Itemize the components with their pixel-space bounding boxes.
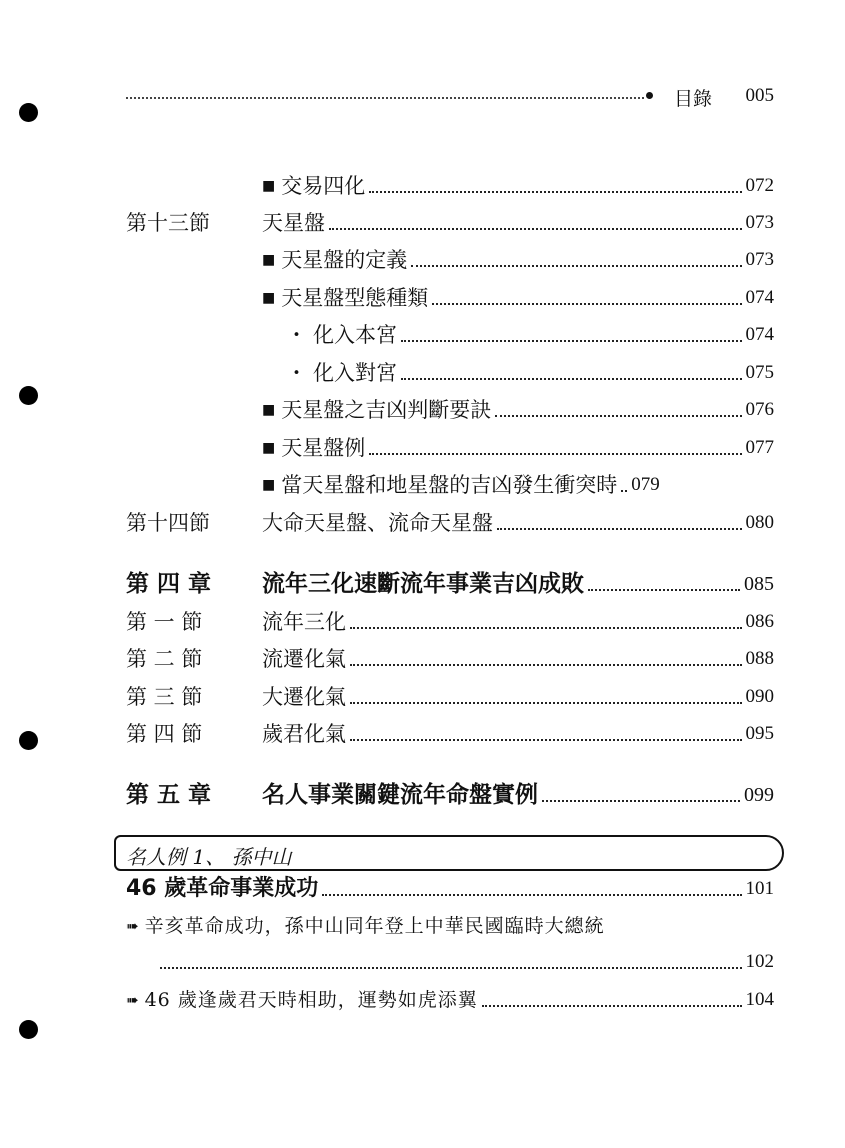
toc-title: 流遷化氣 [262,647,346,671]
toc-page: 090 [745,686,774,707]
example-heading: 名人例 1、 孫中山 [126,845,292,869]
chapter-label: 第 五 章 [126,781,212,808]
middle-dot-icon: ・ [286,361,307,385]
chapter-title: 流年三化速斷流年事業吉凶成敗 [262,570,584,597]
toc-page: 095 [745,723,774,744]
toc-label: 第十四節 [126,511,210,535]
dot-leader [401,378,742,380]
dot-leader [621,490,627,492]
header-dotted-rule [126,97,644,99]
running-header [126,84,774,110]
example-sub-entry-continuation [126,944,774,976]
chapter-title: 名人事業關鍵流年命盤實例 [262,781,538,808]
sub-entry-title: 46 歲逢歲君天時相助，運勢如虎添翼 [144,989,478,1011]
toc-entry [126,604,774,636]
toc-page: 080 [745,512,774,533]
toc-entry [126,280,774,312]
dot-leader [588,589,740,591]
toc-label: 第十三節 [126,211,210,235]
toc-page: 102 [745,951,774,972]
binder-hole [19,1020,38,1039]
toc-title: 交易四化 [281,174,366,198]
middle-dot-icon: ・ [286,323,307,347]
toc-title: 大遷化氣 [262,685,346,709]
toc-label: 第 一 節 [126,610,203,634]
toc-page: 075 [745,362,774,383]
toc-title: 當天星盤和地星盤的吉凶發生衝突時 [281,473,618,497]
dot-leader [369,453,741,455]
header-title: 目錄 [674,88,713,110]
toc-page: 074 [745,287,774,308]
toc-entry [126,716,774,748]
square-bullet-icon: ■ [262,477,276,493]
toc-entry [126,505,774,537]
toc-title: 天星盤之吉凶判斷要訣 [281,398,492,422]
dot-leader [350,739,742,741]
dot-leader [542,800,740,802]
dot-leader [329,228,742,230]
toc-entry [126,317,774,349]
toc-entry [126,392,774,424]
example-heading-box [114,835,784,871]
dot-leader [369,191,741,193]
toc-chapter [126,566,774,598]
toc-title: 化入對宮 [313,361,397,385]
toc-title: 天星盤型態種類 [281,286,429,310]
example-sub-entry [126,982,774,1014]
dot-leader [482,1005,742,1007]
toc-title: 天星盤例 [281,436,366,460]
feature-title: 46 歲革命事業成功 [126,876,319,901]
toc-page: 099 [744,784,774,806]
dot-leader [322,894,741,896]
toc-page: 086 [745,611,774,632]
toc-title: 天星盤 [262,211,325,235]
toc-label: 第 二 節 [126,647,203,671]
sub-entry-title: 辛亥革命成功，孫中山同年登上中華民國臨時大總統 [144,915,605,937]
header-page-number: 005 [745,85,774,106]
square-bullet-icon: ■ [262,402,276,418]
toc-page: 101 [745,878,774,899]
toc-label: 第 三 節 [126,685,203,709]
square-bullet-icon: ■ [262,440,276,456]
dot-leader [350,627,742,629]
toc-page: 104 [745,989,774,1010]
toc-title: 歲君化氣 [262,722,346,746]
toc-page: 076 [745,399,774,420]
square-bullet-icon: ■ [262,290,276,306]
arrow-icon: ➠ [126,917,139,935]
toc-page: 079 [631,474,660,495]
toc-entry [126,467,774,499]
dot-leader [432,303,741,305]
toc-label: 第 四 節 [126,722,203,746]
toc-entry [126,242,774,274]
dot-leader [411,265,741,267]
toc-entry [126,430,774,462]
dot-leader [401,340,742,342]
dot-leader [160,967,742,969]
binder-hole [19,731,38,750]
dot-leader [497,528,742,530]
toc-entry [126,205,774,237]
toc-page: 072 [745,175,774,196]
chapter-label: 第 四 章 [126,570,212,597]
arrow-icon: ➠ [126,991,139,1009]
square-bullet-icon: ■ [262,252,276,268]
toc-chapter [126,777,774,809]
toc-title: 大命天星盤、流命天星盤 [262,511,493,535]
binder-hole [19,103,38,122]
header-bullet-icon [646,92,653,99]
toc-page: 074 [745,324,774,345]
binder-hole [19,386,38,405]
dot-leader [350,664,742,666]
toc-title: 流年三化 [262,610,346,634]
toc-page: 088 [745,648,774,669]
toc-entry [126,355,774,387]
toc-page: 077 [745,437,774,458]
dot-leader [495,415,741,417]
toc-title: 天星盤的定義 [281,248,408,272]
example-sub-entry [126,908,774,940]
toc-title: 化入本宮 [313,323,397,347]
toc-entry [126,641,774,673]
toc-page: 085 [744,573,774,595]
toc-entry [126,679,774,711]
dot-leader [350,702,742,704]
toc-entry [126,168,774,200]
square-bullet-icon: ■ [262,178,276,194]
toc-page: 073 [745,249,774,270]
toc-page: 073 [745,212,774,233]
example-feature-entry [126,871,774,903]
